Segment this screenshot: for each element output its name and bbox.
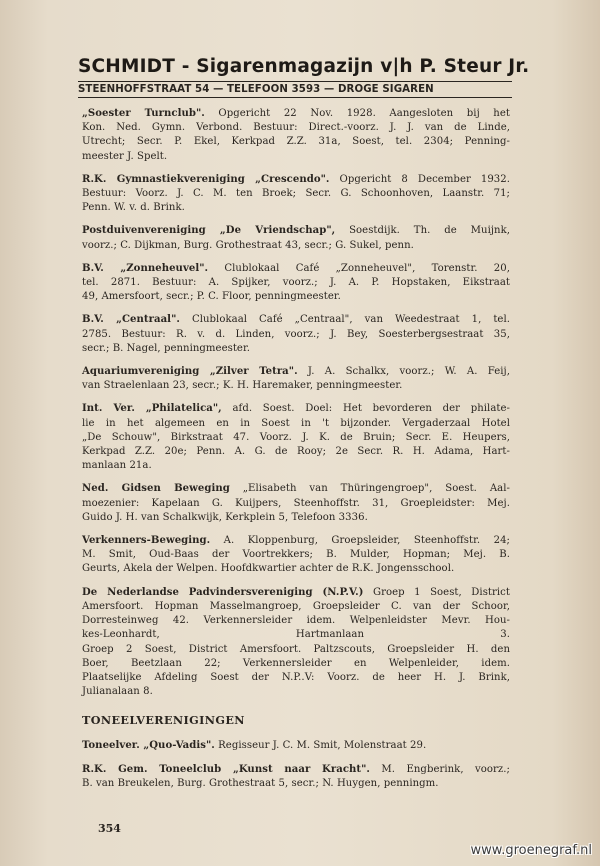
entry-line <box>82 276 510 290</box>
entry-name: De Nederlandse Padvindersvereniging (N.P.V.) <box>82 586 364 598</box>
theater-entries <box>82 739 510 791</box>
section-heading: TONEELVERENIGINGEN <box>82 713 245 728</box>
entry-text: meester J. Spelt. <box>82 150 168 162</box>
entry-line <box>82 342 510 356</box>
entry-line <box>82 445 510 459</box>
entry-name: Toneelver. „Quo-Vadis". <box>82 740 215 752</box>
club-entry <box>82 107 510 164</box>
entry-text: Clublokaal Café „Zonneheuvel", Torenstr. 20, <box>224 262 510 274</box>
club-entry <box>82 763 510 791</box>
entry-line <box>82 365 510 379</box>
entry-text: Dorresteinweg 42. Verkennersleider idem. Welpenleidster Mevr. Hou- <box>82 615 510 627</box>
entry-text: van Straelenlaan 23, secr.; K. H. Haremaker, penningmeester. <box>82 380 403 392</box>
club-entry <box>82 402 510 473</box>
entry-text: M. Smit, Oud-Baas der Voortrekkers; B. Mulder, Hopman; Mej. B. <box>82 549 510 561</box>
entry-name: R.K. Gem. Toneelclub „Kunst naar Kracht". <box>82 763 370 775</box>
club-entry <box>82 586 510 700</box>
entry-line <box>82 379 510 393</box>
entry-text: Opgericht 22 Nov. 1928. Aangesloten bij het <box>218 108 510 119</box>
header-title: SCHMIDT - Sigarenmagazijn v|h P. Steur Jr. <box>78 56 530 77</box>
entry-line <box>82 511 510 525</box>
entry-name: Verkenners-Beweging. <box>82 535 211 547</box>
entry-name: Ned. Gidsen Beweging <box>82 483 230 495</box>
header-subtitle: STEENHOFFSTRAAT 54 — TELEFOON 3593 — DROGE SIGAREN <box>78 84 434 95</box>
entry-line <box>82 459 510 473</box>
club-entry <box>82 534 510 577</box>
entry-line <box>82 135 510 149</box>
entry-text: manlaan 21a. <box>82 460 152 472</box>
entry-line <box>82 643 510 657</box>
entry-text: kes-Leonhardt, Hartmanlaan 3. <box>82 629 510 641</box>
club-entry <box>82 262 510 305</box>
entry-line <box>82 671 510 685</box>
entry-line <box>82 417 510 431</box>
page-number: 354 <box>98 822 121 835</box>
entry-line <box>82 763 510 777</box>
entry-text: Plaatselijke Afdeling Soest der N.P..V: Voorz. de heer H. J. Brink, <box>82 671 510 683</box>
entry-text: afd. Soest. Doel: Het bevorderen der philate- <box>232 403 510 415</box>
entry-text: Kon. Ned. Gymn. Verbond. Bestuur: Direct.-voorz. J. J. van de Linde, <box>82 122 510 134</box>
entry-line <box>82 657 510 671</box>
entry-line <box>82 201 510 215</box>
entry-line <box>82 239 510 253</box>
entry-name: „Soester Turnclub". <box>82 108 205 119</box>
club-entry <box>82 173 510 216</box>
entry-text: Kerkpad Z.Z. 20e; Penn. A. G. de Rooy; 2e Secr. R. H. Adama, Hart- <box>82 446 510 458</box>
entry-line <box>82 328 510 342</box>
entry-text: voorz.; C. Dijkman, Burg. Grothestraat 43, secr.; G. Sukel, penn. <box>82 239 414 251</box>
entry-text: Opgericht 8 December 1932. <box>339 173 511 185</box>
entry-line <box>82 777 510 791</box>
entry-text: Guido J. H. van Schalkwijk, Kerkplein 5, Telefoon 3336. <box>82 511 368 523</box>
entry-text: J. A. Schalkx, voorz.; W. A. Feij, <box>307 366 510 378</box>
club-entry <box>82 739 510 753</box>
entry-text: Penn. W. v. d. Brink. <box>82 202 185 214</box>
entry-text: Regisseur J. C. M. Smit, Molenstraat 29. <box>218 740 427 752</box>
club-entry <box>82 365 510 393</box>
club-entry <box>82 313 510 356</box>
entry-text: Bestuur: Voorz. J. C. M. ten Broek; Secr. G. Schoonhoven, Laanstr. 71; <box>82 188 510 200</box>
page-body <box>82 107 510 800</box>
header-rule <box>78 81 512 82</box>
entry-line <box>82 628 510 642</box>
entry-line <box>82 173 510 187</box>
entry-name: Int. Ver. „Philatelica", <box>82 403 222 415</box>
entry-line <box>82 562 510 576</box>
club-entry <box>82 482 510 525</box>
entry-text: A. Kloppenburg, Groepsleider, Steenhoffstr. 24; <box>223 535 510 547</box>
entry-line <box>82 107 510 121</box>
entry-text: B. van Breukelen, Burg. Grothestraat 5, secr.; N. Huygen, penningm. <box>82 777 439 789</box>
watermark: www.groenegraf.nl <box>470 843 592 858</box>
entry-line <box>82 402 510 416</box>
entry-line <box>82 739 510 753</box>
entry-line <box>82 290 510 304</box>
entry-text: M. Engberink, voorz.; <box>381 763 510 775</box>
entry-text: Amersfoort. Hopman Masselmangroep, Groepsleider C. van der Schoor, <box>82 600 510 612</box>
entry-text: Utrecht; Secr. P. Ekel, Kerkpad Z.Z. 31a, Soest, tel. 2304; Penning- <box>82 136 510 148</box>
entry-text: secr.; B. Nagel, penningmeester. <box>82 342 250 354</box>
entry-text: tel. 2871. Bestuur: A. Spijker, voorz.; J. A. P. Hopstaken, Eikstraat <box>82 277 510 289</box>
entry-line <box>82 262 510 276</box>
entry-line <box>82 586 510 600</box>
entry-line <box>82 614 510 628</box>
header-rule-bottom <box>78 97 512 98</box>
entry-name: Aquariumvereniging „Zilver Tetra". <box>82 366 298 378</box>
entry-line <box>82 224 510 238</box>
entry-text: Clublokaal Café „Centraal", van Weedestraat 1, tel. <box>191 314 510 326</box>
entry-text: „Elisabeth van Thüringengroep", Soest. Aal- <box>242 483 510 495</box>
entry-line <box>82 121 510 135</box>
entry-line <box>82 600 510 614</box>
entry-line <box>82 685 510 699</box>
entry-line <box>82 548 510 562</box>
entry-line <box>82 150 510 164</box>
entry-text: Geurts, Akela der Welpen. Hoofdkwartier achter de R.K. Jongensschool. <box>82 563 455 575</box>
entry-text: Julianalaan 8. <box>82 686 153 698</box>
entry-text: Groep 2 Soest, District Amersfoort. Paltzscouts, Groepsleider H. den <box>82 643 510 655</box>
entry-line <box>82 534 510 548</box>
advertisement-header <box>78 56 530 98</box>
entry-text: 2785. Bestuur: R. v. d. Linden, voorz.; J. Bey, Soesterbergsestraat 35, <box>82 328 510 340</box>
entry-line <box>82 497 510 511</box>
entry-text: lie in het algemeen en in Soest in 't bijzonder. Vergaderzaal Hotel <box>82 417 510 429</box>
entry-name: B.V. „Zonneheuvel". <box>82 262 209 274</box>
entry-text: Boer, Beetzlaan 22; Verkennersleider en Welpenleider, idem. <box>82 657 510 669</box>
entry-text: „De Schouw", Birkstraat 47. Voorz. J. K. de Bruin; Secr. E. Heupers, <box>82 431 510 443</box>
entry-text: Soestdijk. Th. de Muijnk, <box>349 225 510 237</box>
entry-name: R.K. Gymnastiekvereniging „Crescendo". <box>82 173 330 185</box>
entry-text: Groep 1 Soest, District <box>372 586 510 598</box>
entry-text: moezenier: Kapelaan G. Kuijpers, Steenhoffstr. 31, Groepleidster: Mej. <box>82 497 510 509</box>
entry-line <box>82 187 510 201</box>
entry-line <box>82 313 510 327</box>
entry-name: Postduivenvereniging „De Vriendschap", <box>82 225 336 237</box>
entry-line <box>82 482 510 496</box>
entry-name: B.V. „Centraal". <box>82 314 180 326</box>
entry-line <box>82 431 510 445</box>
entry-text: 49, Amersfoort, secr.; P. C. Floor, penningmeester. <box>82 291 341 303</box>
club-entry <box>82 224 510 252</box>
club-entries <box>82 107 510 699</box>
